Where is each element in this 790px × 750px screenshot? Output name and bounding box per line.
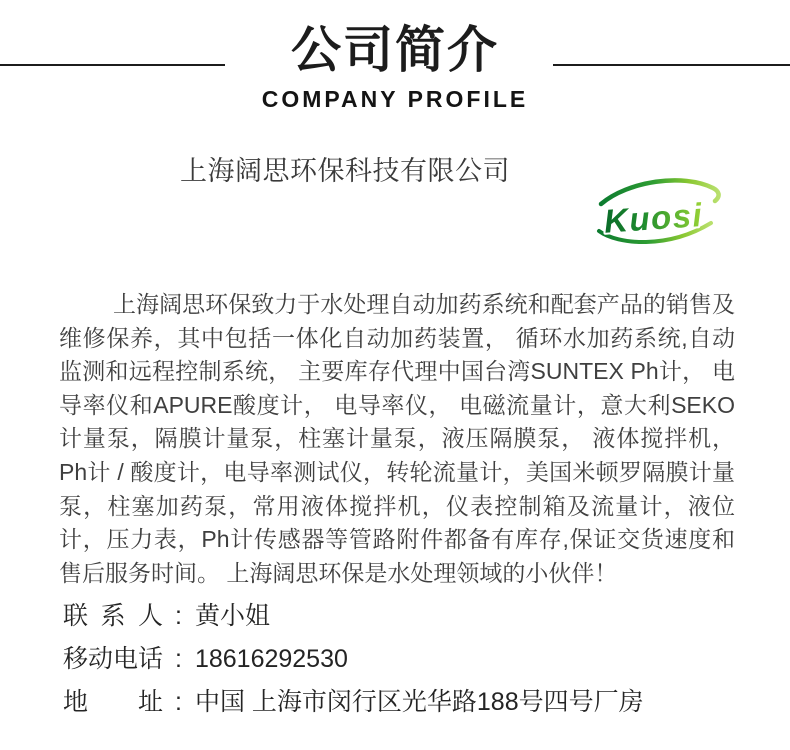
contact-row-address bbox=[63, 682, 750, 725]
contact-colon: : bbox=[175, 688, 182, 716]
contact-phone-label: 移动电话 bbox=[63, 645, 164, 673]
contact-colon: : bbox=[175, 645, 182, 673]
contact-person-label: 联 系 人 bbox=[63, 602, 163, 630]
page-subtitle: COMPANY PROFILE bbox=[261, 86, 529, 112]
contact-person-value: 黄小姐 bbox=[194, 602, 270, 630]
kuosi-logo bbox=[593, 176, 728, 250]
contact-row-phone bbox=[63, 639, 750, 682]
contact-address-value: 中国 上海市闵行区光华路188号四号厂房 bbox=[194, 688, 644, 716]
header-rule-right bbox=[553, 64, 790, 66]
company-name: 上海阔思环保科技有限公司 bbox=[180, 156, 510, 186]
contact-address-label: 地 址 bbox=[63, 688, 163, 716]
contact-row-person bbox=[63, 596, 750, 639]
kuosi-logo-icon bbox=[593, 176, 728, 250]
logo-text: Kuosi bbox=[602, 195, 705, 240]
page-title: 公司简介 bbox=[291, 22, 499, 78]
profile-paragraph: 上海阔思环保致力于水处理自动加药系统和配套产品的销售及维修保养，其中包括一体化自动加药装置， 循环水加药系统,自动监测和远程控制系统， 主要库存代理中国台湾SUNTEX Ph计， 电导率仪和APURE酸度计， 电导率仪， 电磁流量计，意大利SEKO计量泵，隔膜计量泵，柱塞计量泵，液压隔膜泵， 液体搅拌机， Ph计 / 酸度计，电导率测试仪，转轮流量计，美国米顿罗隔膜计量泵，柱塞加药泵，常用液体搅拌机，仪表控制箱及流量计，液位计，压力表，Ph计传感器等管路附件都备有库存,保证交货速度和售后服务时间。 上海阔思环保是水处理领域的小伙伴！ bbox=[59, 291, 735, 586]
contact-colon: : bbox=[175, 602, 182, 630]
contact-phone-value: 18616292530 bbox=[194, 645, 348, 673]
contact-section bbox=[63, 596, 750, 725]
